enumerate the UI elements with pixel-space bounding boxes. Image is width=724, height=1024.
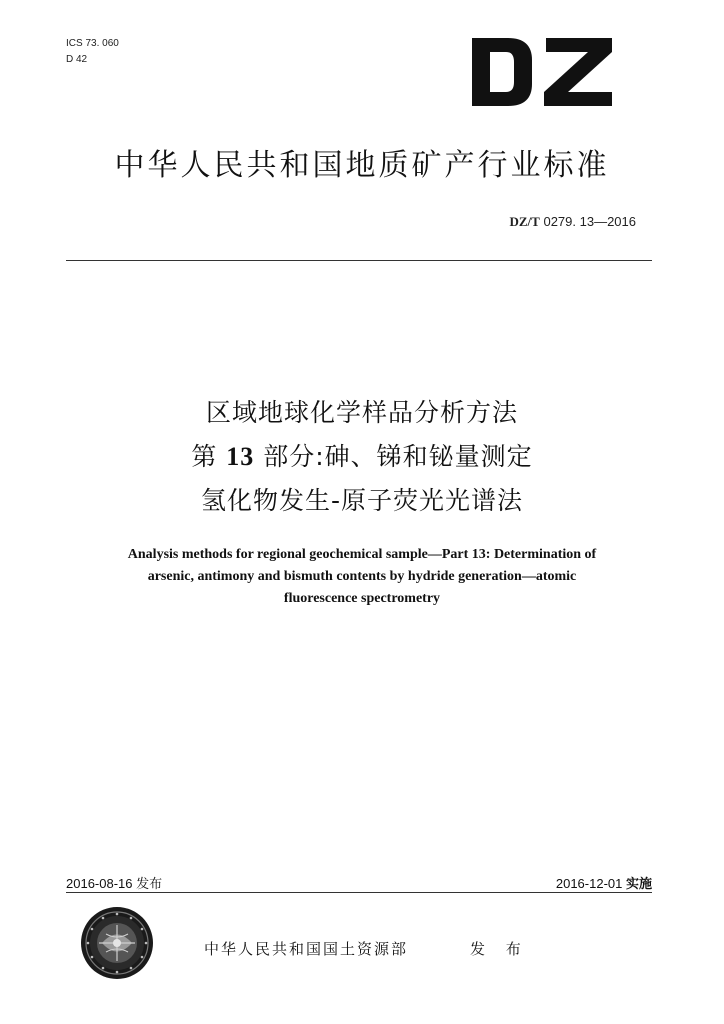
standard-prefix: DZ/T xyxy=(509,214,540,229)
english-title-line-1: Analysis methods for regional geochemical sample—Part 13: Determination of xyxy=(127,547,597,562)
chinese-title-part-label: 第 xyxy=(191,442,218,471)
implementation-date xyxy=(556,873,652,892)
ministry-seal-icon xyxy=(80,906,154,980)
dz-logo-letter-d xyxy=(472,38,532,106)
publisher-action: 发 布 xyxy=(470,940,529,958)
implementation-date-value: 2016-12-01 xyxy=(555,876,623,891)
dz-logo-letter-z xyxy=(544,38,612,106)
english-title xyxy=(60,544,664,610)
classification-codes xyxy=(66,36,119,68)
ccs-code: D 42 xyxy=(66,54,88,65)
chinese-title-part-number: 13 xyxy=(226,442,255,471)
chinese-title-line-2 xyxy=(40,437,684,473)
standard-number-value: 0279. 13—2016 xyxy=(543,214,636,229)
implementation-label: 实施 xyxy=(625,877,652,892)
chinese-title-part-text: 部分:砷、锑和铋量测定 xyxy=(263,442,533,471)
chinese-title-line-3: 氢化物发生-原子荧光光谱法 xyxy=(200,486,524,515)
bottom-divider xyxy=(66,892,652,893)
industry-standard-title: 中华人民共和国地质矿产行业标准 xyxy=(114,148,610,183)
top-divider xyxy=(66,260,652,261)
standard-number xyxy=(510,214,637,230)
chinese-title-line-1: 区域地球化学样品分析方法 xyxy=(205,398,518,427)
ics-code: ICS 73. 060 xyxy=(66,38,119,49)
english-title-line-3: fluorescence spectrometry xyxy=(283,591,441,606)
dz-logo xyxy=(470,36,614,108)
publisher-name: 中华人民共和国国土资源部 xyxy=(204,940,409,958)
issue-date-value: 2016-08-16 xyxy=(66,876,133,891)
english-title-line-2: arsenic, antimony and bismuth contents by hydride generation—atomic xyxy=(147,569,577,584)
issue-date xyxy=(66,873,162,892)
issue-label: 发布 xyxy=(136,877,163,892)
